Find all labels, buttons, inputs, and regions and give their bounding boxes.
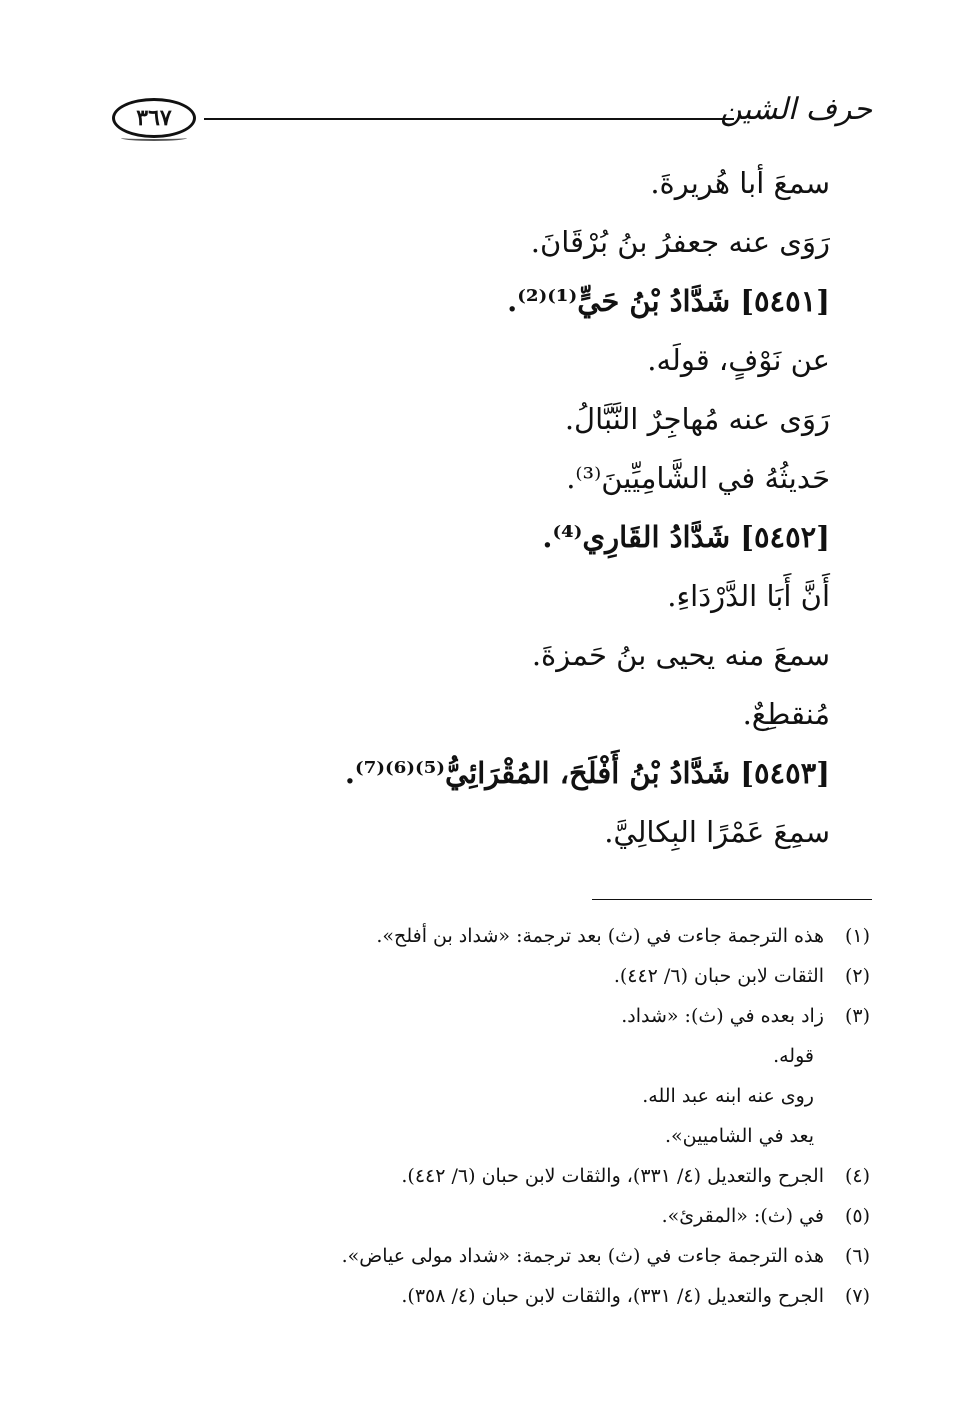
- footnote-continuation: يعد في الشاميين».: [664, 1125, 814, 1147]
- footnote: [170, 1196, 870, 1236]
- footnote: [170, 1236, 870, 1276]
- footnote-number: (٤): [844, 1165, 870, 1187]
- footnotes: [170, 916, 870, 1316]
- footnote-number: (٣): [844, 1005, 870, 1027]
- text-line: سمعَ منه يحيى بنُ حَمزةَ.: [531, 638, 830, 672]
- footnote: [170, 956, 870, 996]
- page-number-badge: ٣٦٧: [112, 98, 196, 138]
- text-line: مُنقطِعٌ.: [742, 697, 830, 731]
- footnote-text: هذه الترجمة جاءت في (ث) بعد ترجمة: «شداد مولى عياض».: [341, 1245, 824, 1267]
- entry-heading: [٥٤٥٣] شَدَّادُ بْنُ أَفْلَحَ، المُقْرَائِيُّ⁽⁵⁾⁽⁶⁾⁽⁷⁾.: [344, 756, 830, 790]
- footnote-text: زاد بعده في (ث): «شداد.: [621, 1005, 824, 1027]
- footnote-text: الجرح والتعديل (٤/ ٣٣١)، والثقات لابن حبان (٤/ ٣٥٨).: [401, 1285, 824, 1307]
- main-text: [130, 154, 830, 862]
- text-line: عن نَوْفٍ، قولَه.: [647, 343, 830, 377]
- footnote-continuation: قوله.: [773, 1045, 814, 1067]
- footnote: [170, 1276, 870, 1316]
- footnote-number: (١): [844, 925, 870, 947]
- entry-heading: [٥٤٥٢] شَدَّادُ القَارِي⁽⁴⁾.: [542, 520, 830, 554]
- footnote-number: (٥): [844, 1205, 870, 1227]
- header-rule: [204, 118, 734, 120]
- entry-heading: [٥٤٥١] شَدَّادُ بْنُ حَيٍّ⁽¹⁾⁽²⁾.: [507, 284, 830, 318]
- footnote-separator: [592, 899, 872, 900]
- footnote-text: الجرح والتعديل (٤/ ٣٣١)، والثقات لابن حبان (٦/ ٤٤٢).: [401, 1165, 824, 1187]
- footnote-text: الثقات لابن حبان (٦/ ٤٤٢).: [613, 965, 824, 987]
- footnote-number: (٧): [844, 1285, 870, 1307]
- page-header: [112, 92, 872, 148]
- footnote-number: (٦): [844, 1245, 870, 1267]
- footnote-number: (٢): [844, 965, 870, 987]
- text-line: سمِعَ عَمْرًا البِكالِيَّ.: [604, 815, 830, 849]
- footnote: [170, 1156, 870, 1196]
- footnote: [170, 916, 870, 956]
- section-title: حرف الشين: [720, 92, 872, 127]
- text-line: أَنَّ أَبَا الدَّرْدَاءِ.: [667, 579, 830, 613]
- text-line: رَوَى عنه مُهاجِرٌ النَّبَّالُ.: [564, 402, 830, 436]
- footnote: [170, 996, 870, 1036]
- footnote-continuation: روى عنه ابنه عبد الله.: [642, 1085, 814, 1107]
- footnote-text: هذه الترجمة جاءت في (ث) بعد ترجمة: «شداد بن أفلح».: [376, 925, 824, 947]
- footnote-text: في (ث): «المقرئ».: [661, 1205, 824, 1227]
- text-line: رَوَى عنه جعفرُ بنُ بُرْقَانَ.: [530, 225, 830, 259]
- text-line: سمعَ أبا هُريرةَ.: [650, 166, 830, 200]
- text-line: حَديثُهُ في الشَّامِيِّينَ⁽³⁾.: [566, 461, 830, 495]
